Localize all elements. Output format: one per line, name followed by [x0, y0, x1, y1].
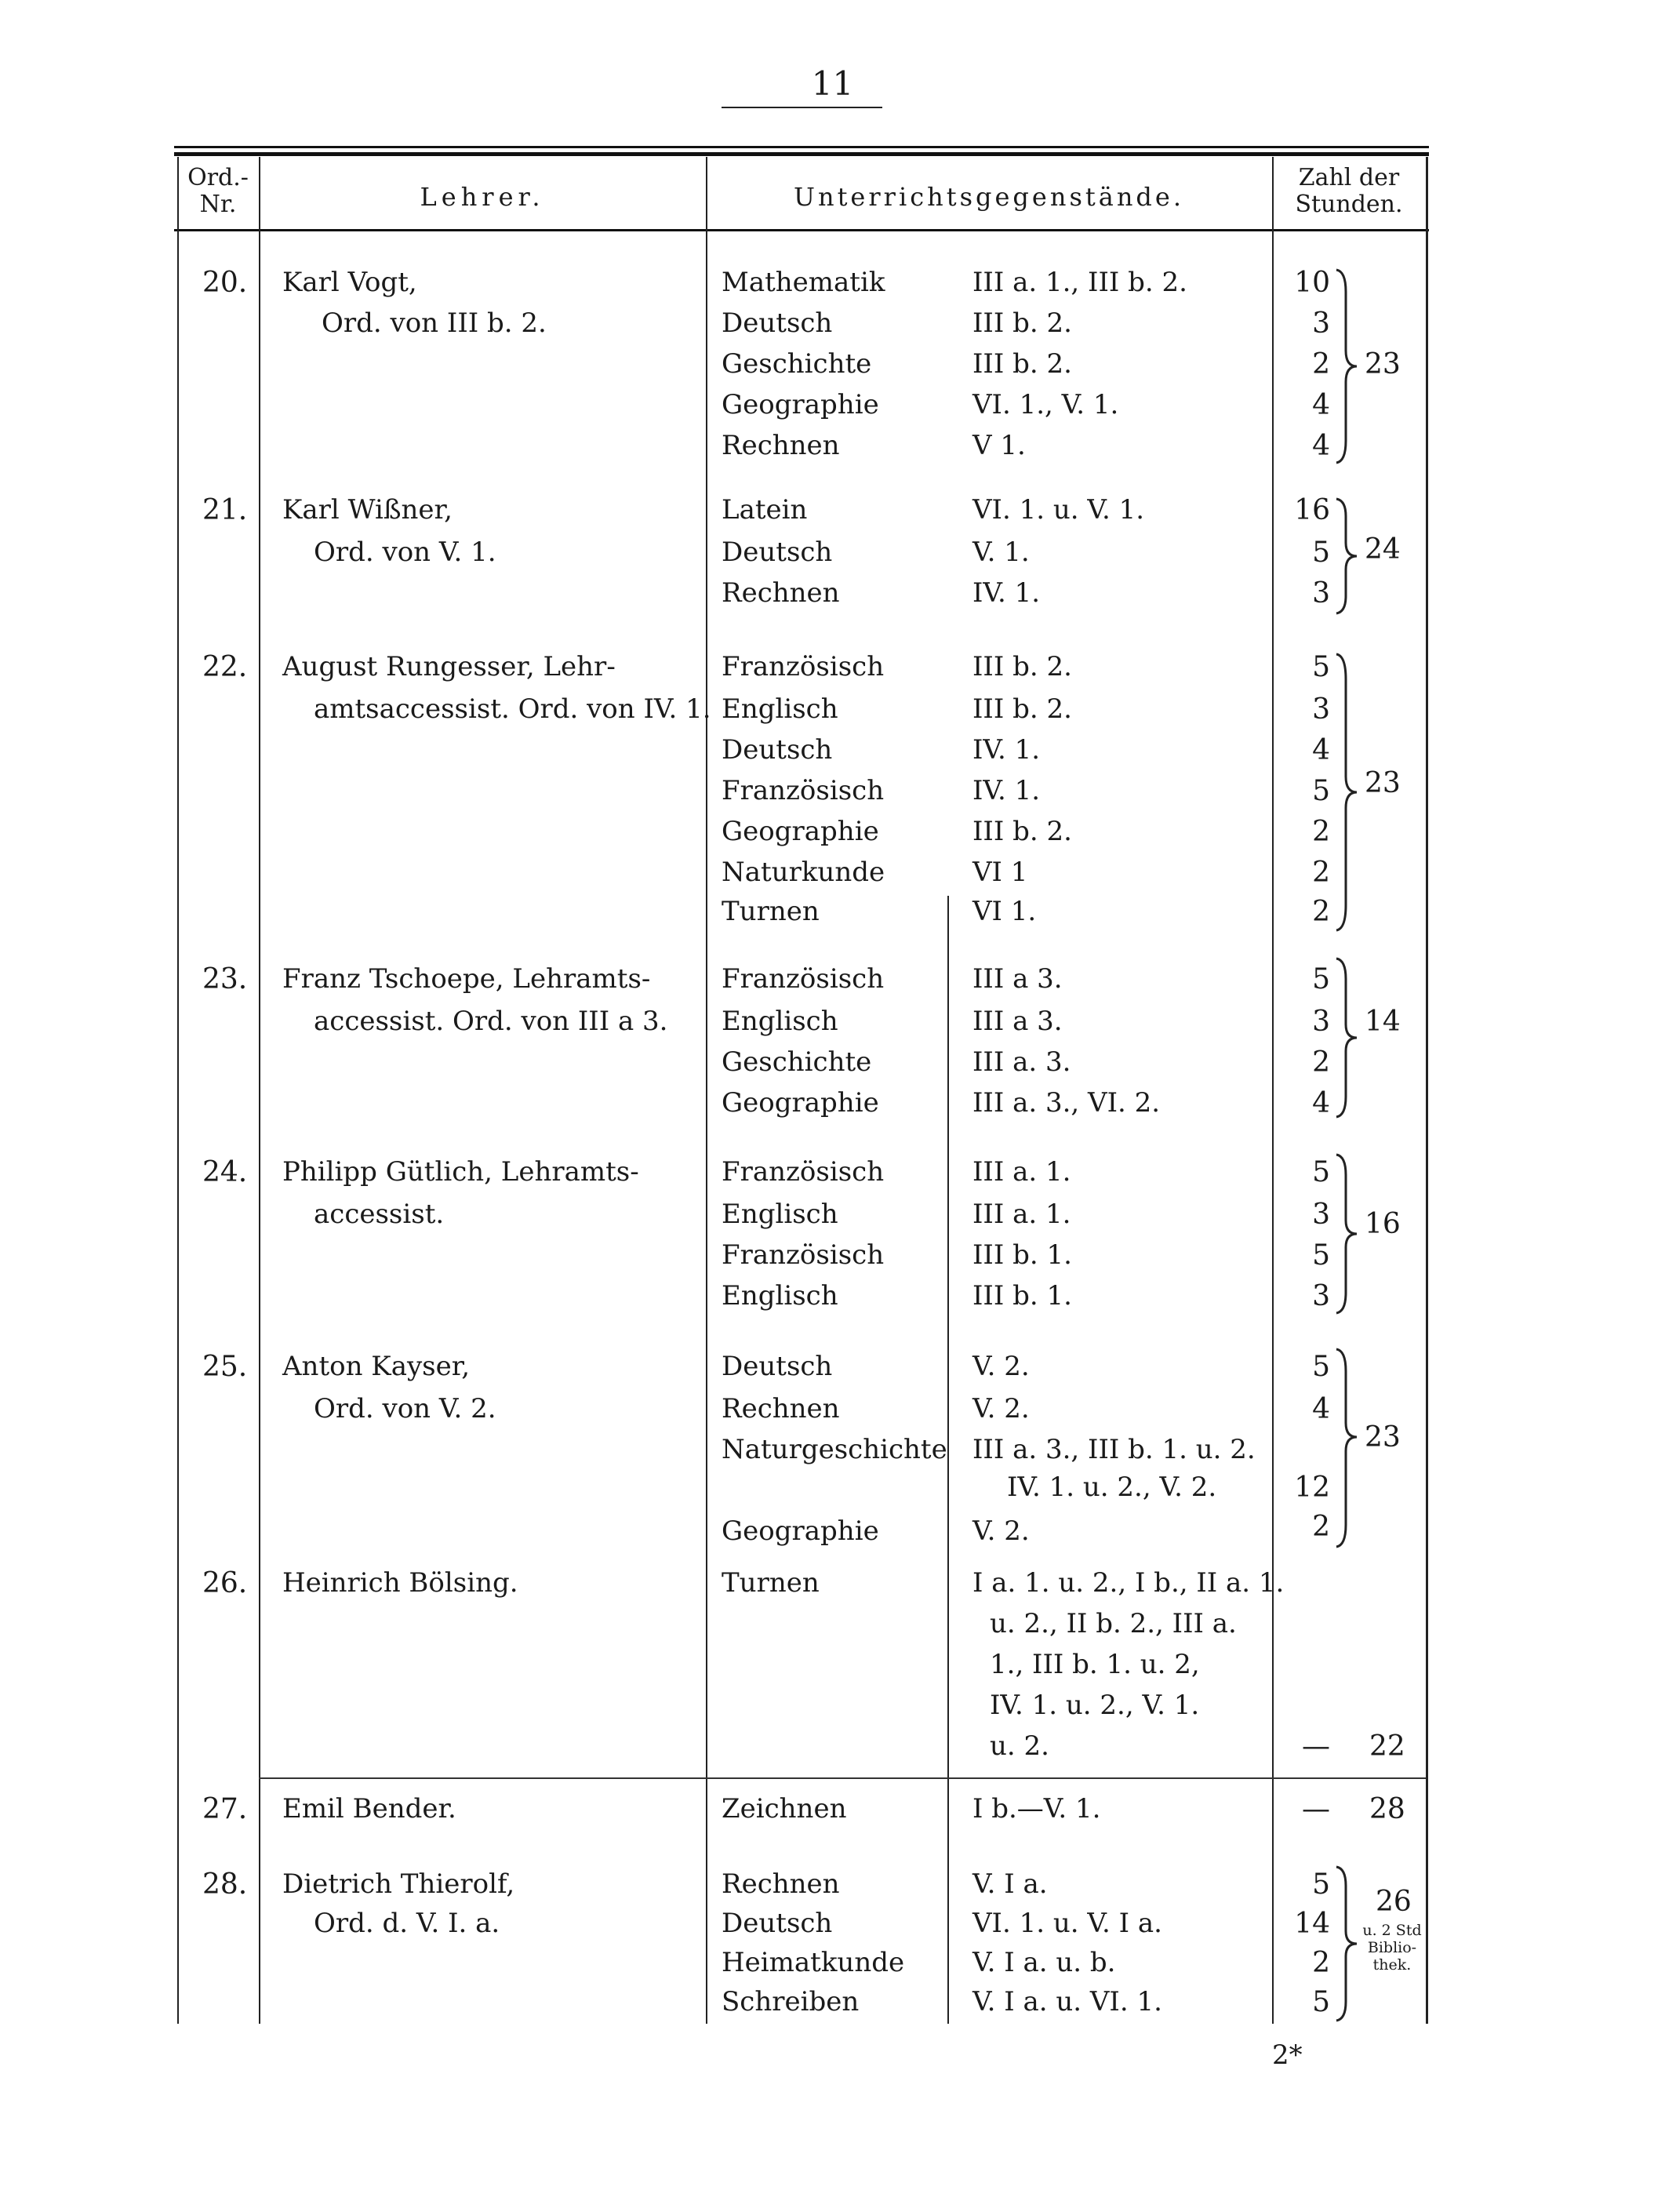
hours-total: 23 — [1365, 348, 1401, 380]
class: V. I a. — [972, 1868, 1048, 1900]
hours-total: 22 — [1369, 1730, 1405, 1763]
hours: 3 — [1312, 577, 1330, 609]
subject: Englisch — [722, 1006, 838, 1037]
teacher-role: Ord. von V. 1. — [314, 537, 496, 568]
class: III a 3. — [972, 1006, 1063, 1037]
class: VI. 1. u. V. I a. — [972, 1908, 1162, 1939]
hours: 5 — [1312, 1156, 1330, 1188]
column-divider-classes — [947, 896, 949, 2024]
table-header-rule — [174, 229, 1429, 231]
class: III a 3. — [972, 963, 1063, 995]
subject: Geographie — [722, 1087, 879, 1119]
subject: Schreiben — [722, 1986, 860, 2017]
header-hours: Zahl der Stunden. — [1295, 164, 1403, 218]
class: IV. 1. — [972, 734, 1041, 766]
hours: 5 — [1312, 537, 1330, 569]
page-number: 11 — [811, 64, 854, 103]
hours: 5 — [1312, 775, 1330, 807]
hours: 3 — [1312, 1006, 1330, 1038]
library-note: u. 2 Std Biblio- thek. — [1362, 1922, 1422, 1974]
table-right-border — [1426, 157, 1428, 2024]
teacher-role: amtsaccessist. Ord. von IV. 1. — [314, 693, 711, 725]
class: III a. 1. — [972, 1156, 1071, 1188]
class: III a. 1., III b. 2. — [972, 267, 1187, 298]
subject: Rechnen — [722, 1868, 840, 1900]
teacher-role: accessist. Ord. von III a 3. — [314, 1006, 668, 1037]
hours: 2 — [1312, 1046, 1330, 1079]
hours: 4 — [1312, 1393, 1330, 1425]
subject: Deutsch — [722, 734, 833, 766]
hours: 5 — [1312, 651, 1330, 683]
class: VI. 1. u. V. 1. — [972, 494, 1145, 526]
column-divider-teacher — [706, 157, 707, 2024]
curly-brace-icon — [1333, 1153, 1361, 1315]
class: V. 1. — [972, 537, 1030, 568]
teacher-name: Philipp Gütlich, Lehramts- — [282, 1156, 639, 1188]
subject: Turnen — [722, 1567, 820, 1599]
teacher-name: Karl Vogt, — [282, 267, 417, 298]
row-number: 26. — [202, 1567, 248, 1599]
subject: Deutsch — [722, 307, 833, 339]
hours: 3 — [1312, 693, 1330, 726]
hours: 12 — [1294, 1472, 1330, 1504]
header-teacher: Lehrer. — [420, 182, 545, 212]
subject: Geschichte — [722, 348, 872, 380]
hours: 5 — [1312, 1868, 1330, 1901]
class: IV. 1. — [972, 775, 1041, 806]
hours: 4 — [1312, 389, 1330, 421]
row-number: 24. — [202, 1156, 248, 1188]
subject: Geographie — [722, 389, 879, 420]
class: V. 2. — [972, 1351, 1030, 1382]
subject: Französisch — [722, 1239, 885, 1271]
hours-dash: — — [1302, 1730, 1330, 1763]
subject: Mathematik — [722, 267, 885, 298]
subject: Zeichnen — [722, 1793, 847, 1825]
class: III a. 3., VI. 2. — [972, 1087, 1161, 1119]
hours: 4 — [1312, 734, 1330, 766]
signature-mark: 2* — [1272, 2039, 1303, 2071]
hours-total: 24 — [1365, 533, 1401, 566]
class: V 1. — [972, 430, 1026, 461]
subject: Geographie — [722, 1515, 879, 1547]
row-number: 23. — [202, 963, 248, 995]
teacher-name: Karl Wißner, — [282, 494, 453, 526]
row-number: 25. — [202, 1351, 248, 1383]
row-number: 21. — [202, 494, 248, 526]
subject: Geographie — [722, 816, 879, 847]
hours: 3 — [1312, 1280, 1330, 1312]
curly-brace-icon — [1333, 1348, 1361, 1548]
subject: Deutsch — [722, 1908, 833, 1939]
subject: Deutsch — [722, 1351, 833, 1382]
class: III a. 3. — [972, 1046, 1071, 1078]
class: VI. 1., V. 1. — [972, 389, 1119, 420]
header-subjects: Unterrichtsgegenstände. — [793, 182, 1185, 212]
column-divider-nr — [259, 157, 260, 2024]
teacher-name: Emil Bender. — [282, 1793, 456, 1825]
row-number: 28. — [202, 1868, 248, 1901]
subject: Französisch — [722, 651, 885, 682]
teacher-role: Ord. d. V. I. a. — [314, 1908, 500, 1939]
hours-total: 23 — [1365, 1421, 1401, 1453]
class: III a. 3., III b. 1. u. 2. — [972, 1434, 1256, 1465]
hours: 10 — [1294, 267, 1330, 299]
class: I b.—V. 1. — [972, 1793, 1101, 1825]
hours: 3 — [1312, 307, 1330, 340]
hours-total: 23 — [1365, 767, 1401, 799]
subject: Latein — [722, 494, 808, 526]
hours: 3 — [1312, 1199, 1330, 1231]
hours-total: 14 — [1365, 1006, 1401, 1038]
row-number: 27. — [202, 1793, 248, 1825]
hours: 14 — [1294, 1908, 1330, 1940]
class: IV. 1. u. 2., V. 1. — [990, 1690, 1200, 1721]
subject: Französisch — [722, 1156, 885, 1188]
class: u. 2. — [990, 1730, 1049, 1762]
teacher-name: Heinrich Bölsing. — [282, 1567, 518, 1599]
table-top-rule — [174, 146, 1429, 148]
row-divider — [259, 1777, 1426, 1779]
hours-total: 28 — [1369, 1793, 1405, 1825]
class: VI 1. — [972, 896, 1037, 927]
hours-dash: — — [1302, 1793, 1330, 1825]
teacher-name: Anton Kayser, — [282, 1351, 471, 1382]
class: IV. 1. — [972, 577, 1041, 609]
teacher-name: Dietrich Thierolf, — [282, 1868, 515, 1900]
hours: 2 — [1312, 1947, 1330, 1979]
subject: Geschichte — [722, 1046, 872, 1078]
class: V. I a. u. b. — [972, 1947, 1116, 1978]
subject: Französisch — [722, 775, 885, 806]
class: III b. 2. — [972, 307, 1072, 339]
row-number: 20. — [202, 267, 248, 299]
subject: Naturgeschichte — [722, 1434, 947, 1465]
teacher-name: Franz Tschoepe, Lehramts- — [282, 963, 651, 995]
hours: 2 — [1312, 896, 1330, 928]
hours: 4 — [1312, 430, 1330, 462]
hours: 4 — [1312, 1087, 1330, 1119]
hours: 5 — [1312, 1239, 1330, 1272]
class: III b. 2. — [972, 816, 1072, 847]
curly-brace-icon — [1333, 268, 1361, 464]
class: III b. 1. — [972, 1280, 1072, 1312]
table-top-rule-thick — [174, 152, 1429, 156]
curly-brace-icon — [1333, 497, 1361, 615]
curly-brace-icon — [1333, 957, 1361, 1119]
teacher-role: accessist. — [314, 1199, 445, 1230]
class: I a. 1. u. 2., I b., II a. 1. — [972, 1567, 1285, 1599]
subject: Rechnen — [722, 1393, 840, 1424]
subject: Englisch — [722, 1199, 838, 1230]
class: V. 2. — [972, 1515, 1030, 1547]
class: V. 2. — [972, 1393, 1030, 1424]
page-number-rule — [722, 107, 882, 108]
class: III a. 1. — [972, 1199, 1071, 1230]
subject: Turnen — [722, 896, 820, 927]
table-left-border — [177, 157, 179, 2024]
row-number: 22. — [202, 651, 248, 683]
subject: Naturkunde — [722, 857, 885, 888]
class: III b. 1. — [972, 1239, 1072, 1271]
hours-total: 26 — [1376, 1886, 1412, 1918]
hours: 2 — [1312, 348, 1330, 380]
hours: 2 — [1312, 816, 1330, 848]
teacher-role: Ord. von V. 2. — [314, 1393, 496, 1424]
hours: 2 — [1312, 1511, 1330, 1543]
teacher-role: Ord. von III b. 2. — [322, 307, 547, 339]
hours: 2 — [1312, 857, 1330, 889]
subject: Heimatkunde — [722, 1947, 905, 1978]
hours-total: 16 — [1365, 1208, 1401, 1240]
hours: 5 — [1312, 1351, 1330, 1383]
header-nr: Ord.- Nr. — [187, 164, 249, 218]
hours: 5 — [1312, 963, 1330, 995]
subject: Französisch — [722, 963, 885, 995]
class: 1., III b. 1. u. 2, — [990, 1649, 1200, 1680]
class: V. I a. u. VI. 1. — [972, 1986, 1162, 2017]
class: III b. 2. — [972, 651, 1072, 682]
hours: 5 — [1312, 1986, 1330, 2018]
subject: Englisch — [722, 1280, 838, 1312]
hours: 16 — [1294, 494, 1330, 526]
subject: Rechnen — [722, 577, 840, 609]
class: u. 2., II b. 2., III a. — [990, 1608, 1237, 1639]
subject: Englisch — [722, 693, 838, 725]
class: III b. 2. — [972, 348, 1072, 380]
class: III b. 2. — [972, 693, 1072, 725]
column-divider-hours — [1272, 157, 1274, 2024]
teacher-name: August Rungesser, Lehr- — [282, 651, 616, 682]
class: VI 1 — [972, 857, 1028, 888]
curly-brace-icon — [1333, 653, 1361, 932]
subject: Deutsch — [722, 537, 833, 568]
class: IV. 1. u. 2., V. 2. — [1007, 1472, 1217, 1503]
subject: Rechnen — [722, 430, 840, 461]
